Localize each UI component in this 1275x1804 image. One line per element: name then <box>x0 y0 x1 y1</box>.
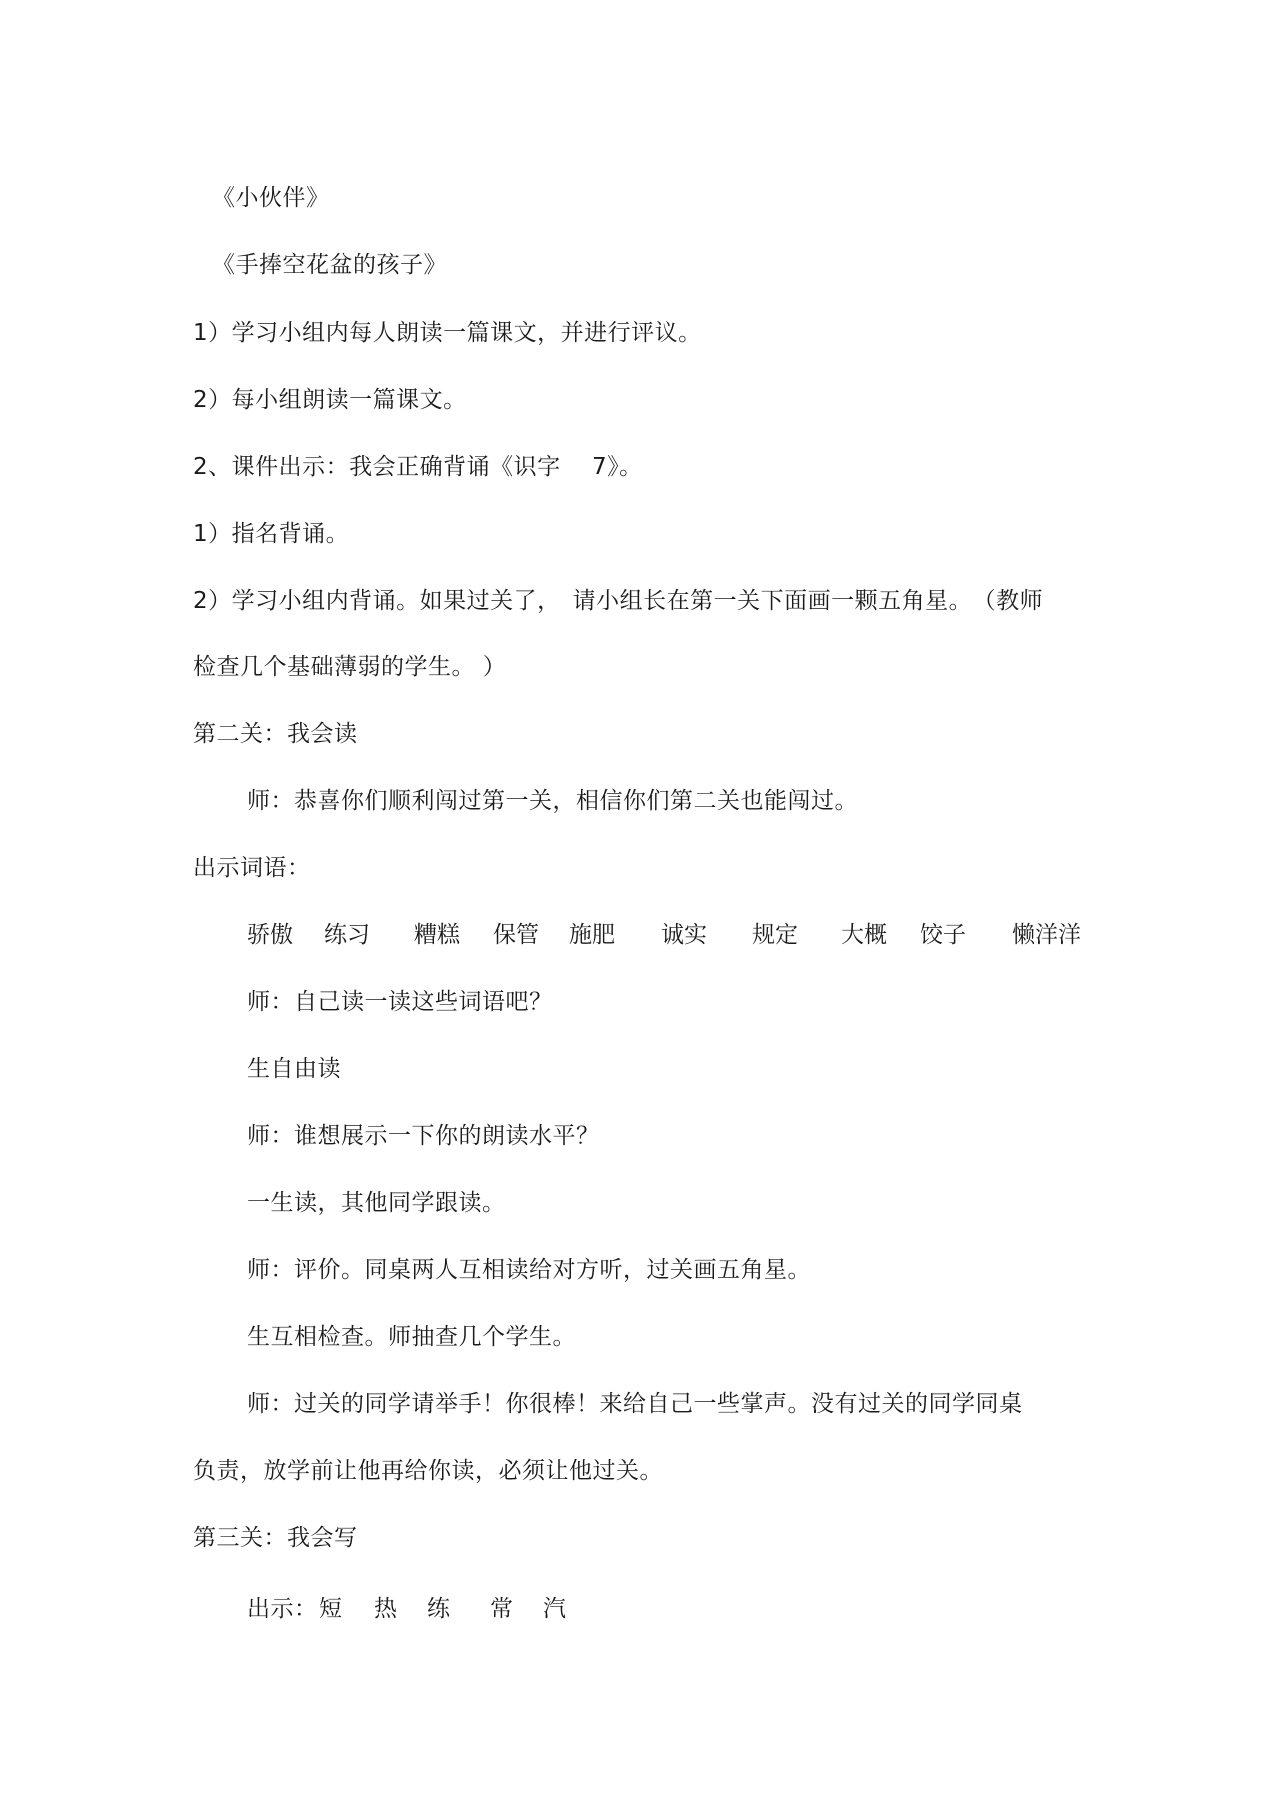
vocab-word: 施肥 <box>569 922 615 948</box>
teacher-applause: 师：过关的同学请举手！你很棒！来给自己一些掌声。没有过关的同学同桌 <box>247 1391 1023 1417</box>
one-reads-others-follow: 一生读，其他同学跟读。 <box>247 1190 506 1216</box>
step-group-read: 1）学习小组内每人朗读一篇课文，并进行评议。 <box>193 320 702 346</box>
teacher-who-shows: 师：谁想展示一下你的朗读水平？ <box>247 1123 600 1149</box>
step-group-recite-cont: 检查几个基础薄弱的学生。 ） <box>193 654 507 680</box>
level-three-heading: 第三关：我会写 <box>193 1525 358 1551</box>
courseware-recite: 2、课件出示：我会正确背诵《识字 7》。 <box>193 454 643 480</box>
vocab-word: 诚实 <box>661 922 707 948</box>
vocab-word: 糟糕 <box>414 922 460 948</box>
vocab-word: 骄傲 <box>247 922 293 948</box>
teacher-congrats: 师：恭喜你们顺利闯过第一关，相信你们第二关也能闯过。 <box>247 788 858 814</box>
step-group-recite: 2）学习小组内背诵。如果过关了， 请小组长在第一关下面画一颗五角星。 （教师 <box>193 588 1044 614</box>
title-shoupeng: 《手捧空花盆的孩子》 <box>212 252 447 278</box>
vocab-word: 饺子 <box>920 922 966 948</box>
writing-char: 短 <box>319 1596 342 1622</box>
writing-char: 汽 <box>543 1596 566 1622</box>
vocab-word: 保管 <box>493 922 539 948</box>
writing-char: 热 <box>374 1596 397 1622</box>
step-name-recite: 1）指名背诵。 <box>193 521 350 547</box>
students-free-read: 生自由读 <box>247 1056 341 1082</box>
writing-prompt: 出示： <box>247 1596 318 1622</box>
teacher-evaluate: 师：评价。同桌两人互相读给对方听，过关画五角星。 <box>247 1257 811 1283</box>
vocab-word: 规定 <box>752 922 798 948</box>
vocab-word: 大概 <box>841 922 887 948</box>
show-words-label: 出示词语： <box>193 855 311 881</box>
vocab-word: 懒洋洋 <box>1012 922 1081 948</box>
step-each-group-read: 2）每小组朗读一篇课文。 <box>193 387 467 413</box>
writing-char: 练 <box>427 1596 450 1622</box>
vocab-word: 练习 <box>324 922 370 948</box>
teacher-applause-cont: 负责，放学前让他再给你读，必须让他过关。 <box>193 1458 663 1484</box>
writing-char: 常 <box>490 1596 513 1622</box>
level-two-heading: 第二关：我会读 <box>193 721 358 747</box>
students-check: 生互相检查。师抽查几个学生。 <box>247 1324 576 1350</box>
title-xiaohuoban: 《小伙伴》 <box>212 185 330 211</box>
teacher-read-words: 师：自己读一读这些词语吧？ <box>247 989 553 1015</box>
